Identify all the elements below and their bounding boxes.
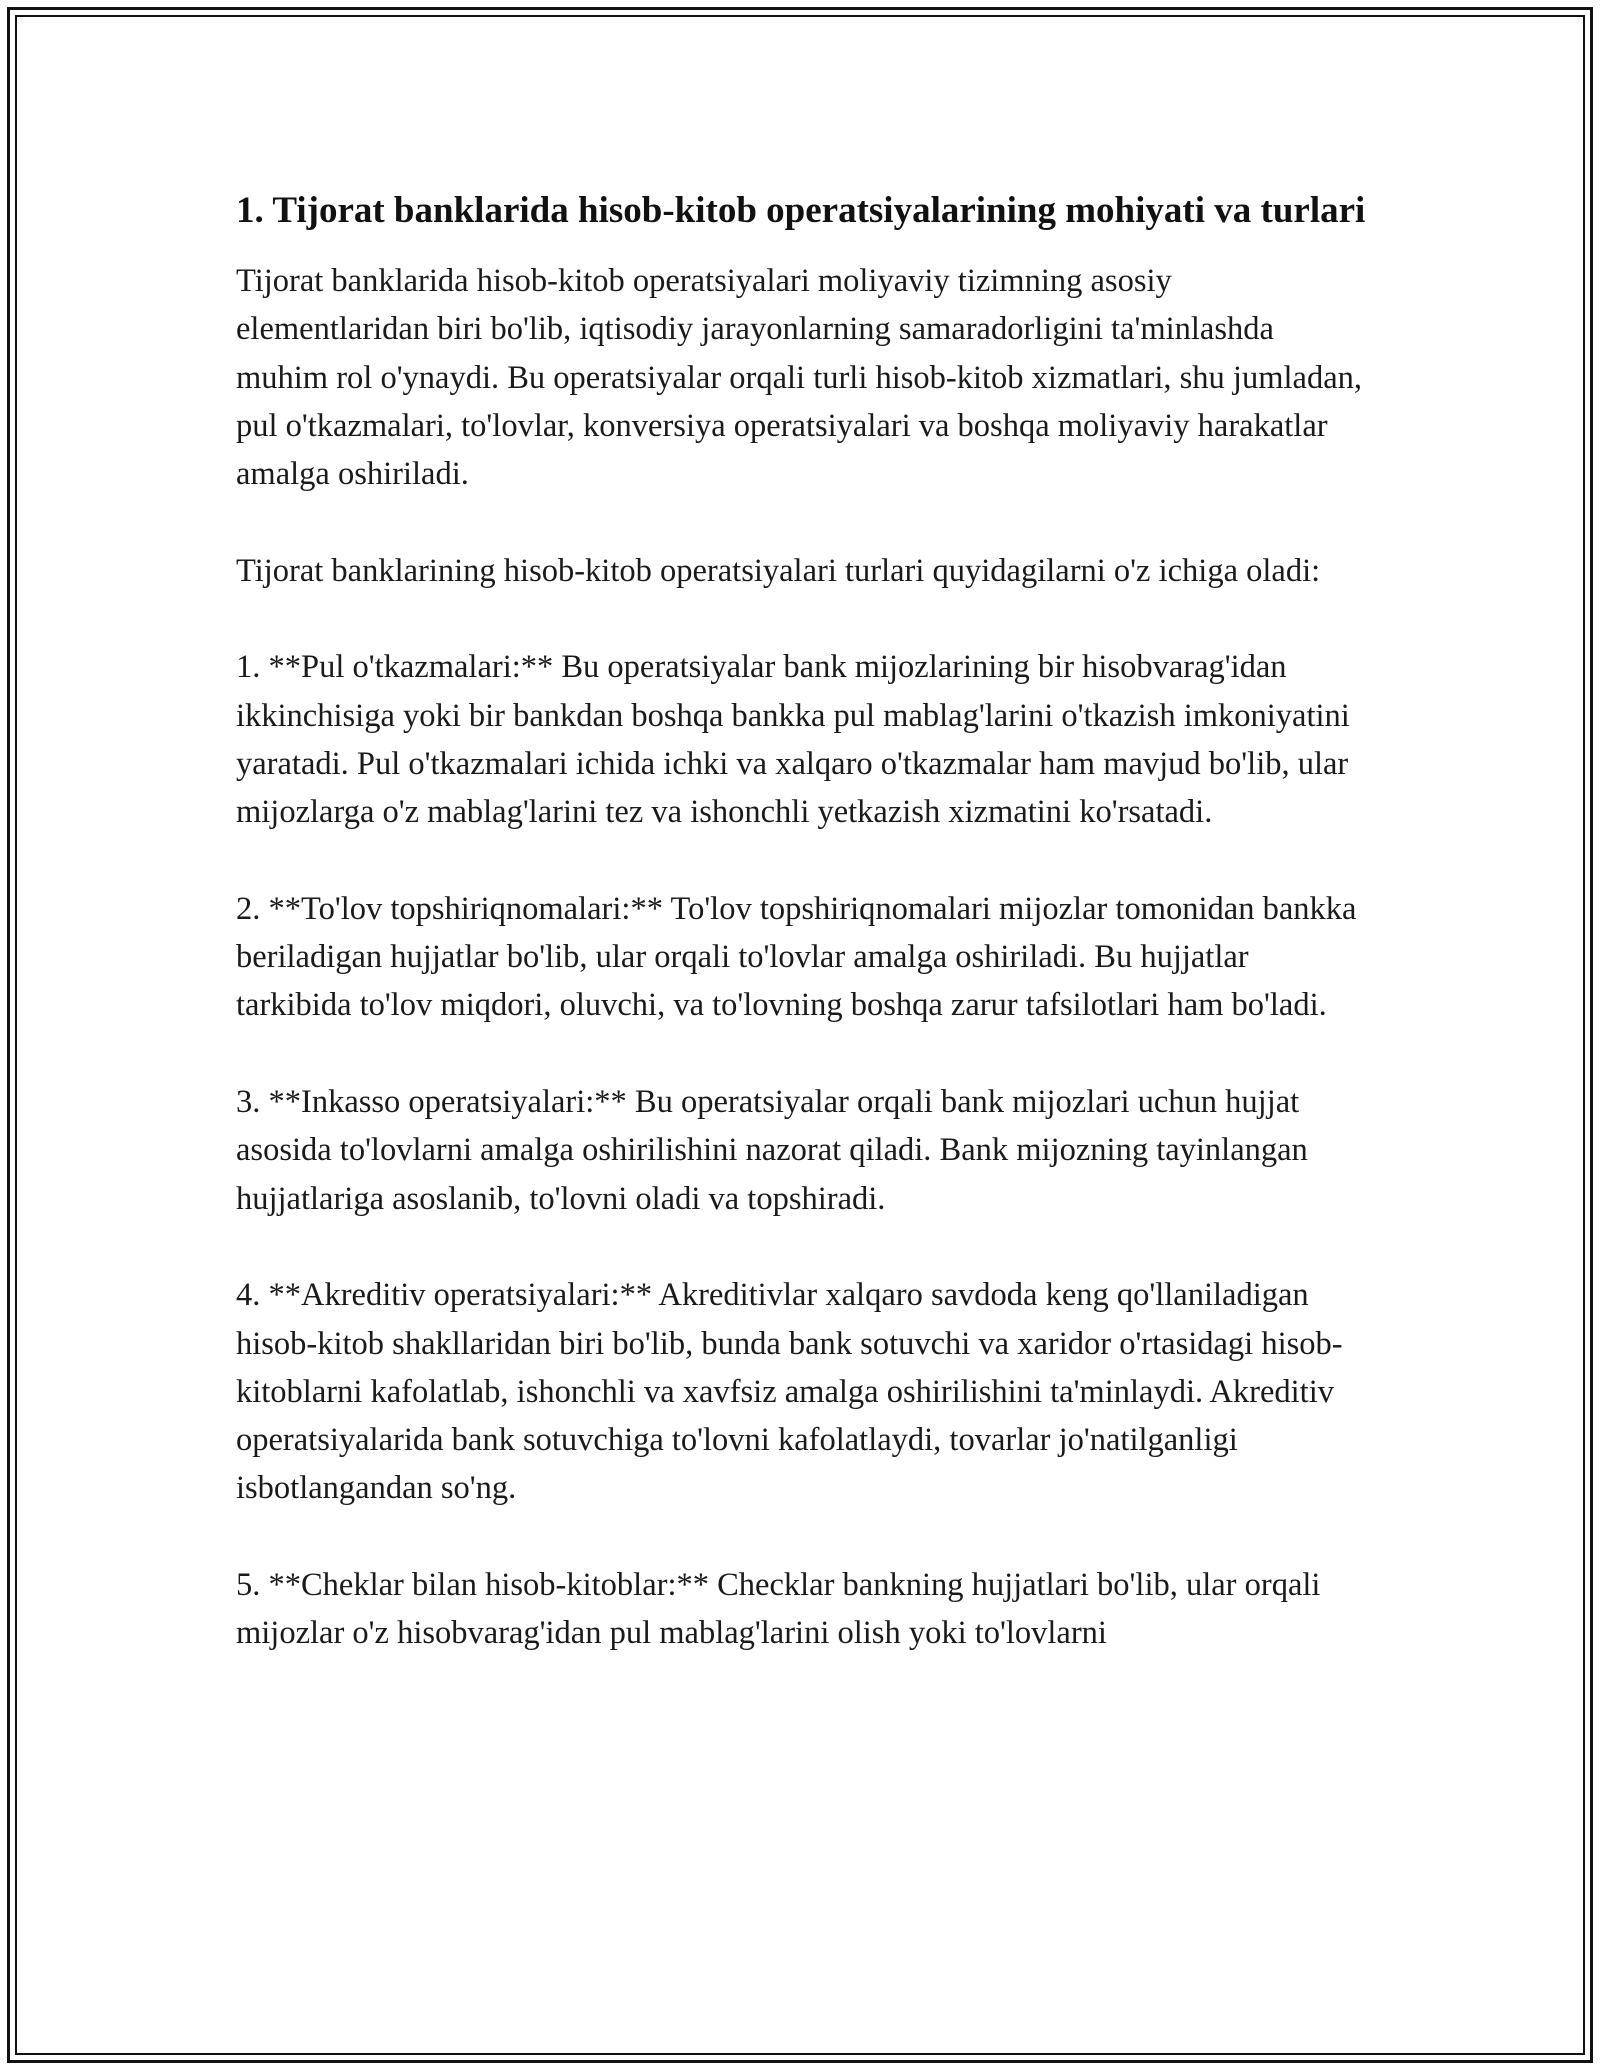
intro-paragraph: Tijorat banklarida hisob-kitob operatsiyalari moliyaviy tizimning asosiy elementlaridan biri bo'lib, iqtisodiy jarayonlarning samaradorligini ta'minlashda muhim rol o'ynaydi. Bu operatsiyalar orqali turli hisob-kitob xizmatlari, shu jumladan, pul o'tkazmalari, to'lovlar, konversiya operatsiyalari va boshqa moliyaviy harakatlar amalga oshiriladi. xyxy=(236,263,1362,493)
list-item-payment-orders: 2. **To'lov topshiriqnomalari:** To'lov topshiriqnomalari mijozlar tomonidan bankka beriladigan hujjatlar bo'lib, ular orqali to'lovlar amalga oshiriladi. Bu hujjatlar tarkibida to'lov miqdori, oluvchi, va to'lovning boshqa zarur tafsilotlari ham bo'ladi. xyxy=(236,890,1357,1024)
document-body xyxy=(236,184,1371,1658)
list-item-cheque-settlements: 5. **Cheklar bilan hisob-kitoblar:** Checklar bankning hujjatlari bo'lib, ular orqali mijozlar o'z hisobvarag'idan pul mablag'larini olish yoki to'lovlarni xyxy=(236,1567,1321,1652)
list-item-collection-operations: 3. **Inkasso operatsiyalari:** Bu operatsiyalar orqali bank mijozlari uchun hujjat asosida to'lovlarni amalga oshirilishini nazorat qiladi. Bank mijozning tayinlangan hujjatlariga asoslanib, to'lovni oladi va topshiradi. xyxy=(236,1084,1308,1217)
section-heading: 1. Tijorat banklarida hisob-kitob operatsiyalarining mohiyati va turlari xyxy=(236,190,1366,231)
types-lead-paragraph: Tijorat banklarining hisob-kitob operatsiyalari turlari quyidagilarni o'z ichiga oladi: xyxy=(236,552,1321,589)
list-item-money-transfers: 1. **Pul o'tkazmalari:** Bu operatsiyalar bank mijozlarining bir hisobvarag'idan ikkinchisiga yoki bir bankdan boshqa bankka pul mablag'larini o'tkazish imkoniyatini yaratadi. Pul o'tkazmalari ichida ichki va xalqaro o'tkazmalar ham mavjud bo'lib, ular mijozlarga o'z mablag'larini tez va ishonchli yetkazish xizmatini ko'rsatadi. xyxy=(236,649,1350,831)
list-item-letter-of-credit: 4. **Akreditiv operatsiyalari:** Akreditivlar xalqaro savdoda keng qo'llaniladigan hisob-kitob shakllaridan biri bo'lib, bunda bank sotuvchi va xaridor o'rtasidagi hisob-kitoblarni kafolatlab, ishonchli va xavfsiz amalga oshirilishini ta'minlaydi. Akreditiv operatsiyalarida bank sotuvchiga to'lovni kafolatlaydi, tovarlar jo'natilganligi isbotlangandan so'ng. xyxy=(236,1277,1343,1507)
